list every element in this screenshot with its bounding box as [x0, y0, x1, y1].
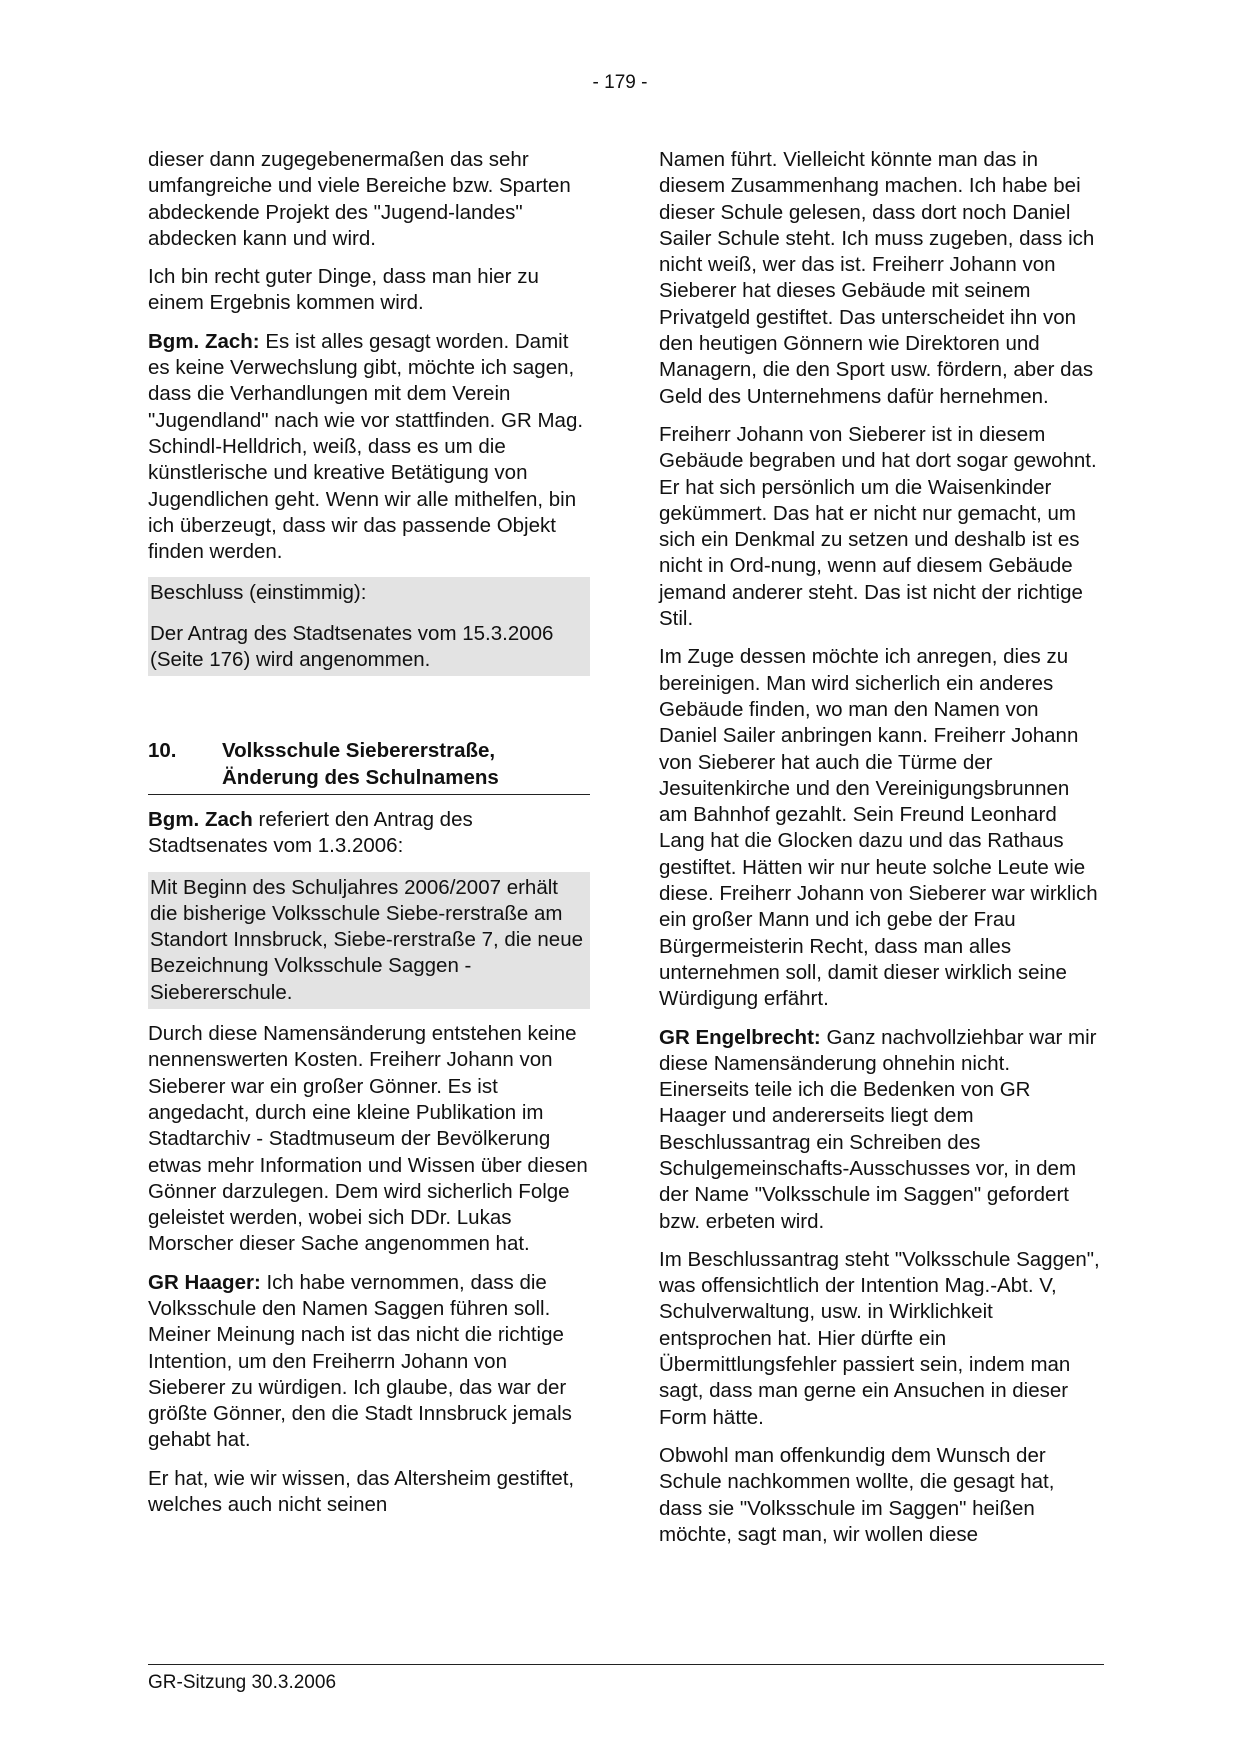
resolution-title: Beschluss (einstimmig):: [148, 577, 590, 613]
section-number: 10.: [148, 739, 177, 763]
speech-paragraph: [148, 807, 590, 860]
speaker-name: GR Engelbrecht:: [659, 1025, 821, 1049]
paragraph: Namen führt. Vielleicht könnte man das in diesem Zusammenhang machen. Ich habe bei dieser Schule gelesen, dass dort noch Daniel Sailer Schule steht. Ich muss zugeben, dass ich nicht weiß, wer das ist. Freiherr Johann von Sieberer hat dieses Gebäude mit seinem Privatgeld gestiftet. Das unterscheidet ihn von den heutigen Gönnern wie Direktoren und Managern, die den Sport usw. fördern, aber das Geld des Unternehmens dafür hernehmen.: [659, 148, 1095, 408]
paragraph: Ich bin recht guter Dinge, dass man hier zu einem Ergebnis kommen wird.: [148, 265, 539, 315]
motion-text: Mit Beginn des Schuljahres 2006/2007 erhält die bisherige Volksschule Siebe-rerstraße am Standort Innsbruck, Siebe-rerstraße 7, die neue Bezeichnung Volksschule Saggen - Siebererschule.: [148, 872, 590, 1009]
footer-divider: [148, 1664, 1104, 1665]
speech-paragraph: [148, 1270, 590, 1454]
paragraph: Er hat, wie wir wissen, das Altersheim gestiftet, welches auch nicht seinen: [148, 1466, 575, 1517]
paragraph: Freiherr Johann von Sieberer ist in diesem Gebäude begraben und hat dort sogar gewohnt. Er hat sich persönlich um die Waisenkinder gekümmert. Das hat er nicht nur gemacht, um sich ein Denkmal zu setzen und deshalb ist es nicht in Ord-nung, wenn auf diesem Gebäude jemand anderer steht. Das ist nicht der richtige Stil.: [659, 422, 1097, 631]
speech-paragraph: [659, 1025, 1101, 1235]
paragraph: Im Beschlussantrag steht "Volksschule Saggen", was offensichtlich der Intention Mag.-Abt. V, Schulverwaltung, usw. in Wirklichkeit entsprochen hat. Hier dürfte ein Übermittlungsfehler passiert sein, indem man sagt, dass man gerne ein Ansuchen in dieser Form hätte.: [659, 1247, 1100, 1429]
speech-text: referiert den Antrag des Stadtsenates vom 1.3.2006:: [148, 807, 473, 858]
resolution-text: Der Antrag des Stadtsenates vom 15.3.2006 (Seite 176) wird angenommen.: [148, 614, 590, 677]
section-title: Volksschule Siebererstraße, Änderung des Schulnamens: [222, 739, 499, 789]
speech-text: Es ist alles gesagt worden. Damit es keine Verwechslung gibt, möchte ich sagen, dass die Verhandlungen mit dem Verein "Jugendland" nach wie vor stattfinden. GR Mag. Schindl-Helldrich, weiß, dass es um die künstlerische und kreative Betätigung von Jugendlichen geht. Wenn wir alle mithelfen, bin ich überzeugt, dass wir das passende Objekt finden werden.: [148, 329, 584, 564]
left-column: [148, 147, 590, 1530]
speaker-name: Bgm. Zach: [148, 807, 253, 831]
footer-text: GR-Sitzung 30.3.2006: [148, 1672, 337, 1693]
speech-text: Ich habe vernommen, dass die Volksschule den Namen Saggen führen soll. Meiner Meinung nach ist das nicht die richtige Intention, um den Freiherrn Johann von Sieberer zu würdigen. Ich glaube, das war der größte Gönner, den die Stadt Innsbruck jemals gehabt hat.: [148, 1270, 572, 1452]
speech-paragraph: [148, 329, 590, 566]
paragraph: Obwohl man offenkundig dem Wunsch der Schule nachkommen wollte, die gesagt hat, dass sie "Volksschule im Saggen" heißen möchte, sagt man, wir wollen diese: [659, 1443, 1055, 1546]
page-number: - 179 -: [592, 72, 648, 93]
paragraph: dieser dann zugegebenermaßen das sehr umfangreiche und viele Bereiche bzw. Sparten abdeckende Projekt des "Jugend-landes" abdecken kann und wird.: [148, 148, 571, 250]
paragraph: Durch diese Namensänderung entstehen keine nennenswerten Kosten. Freiherr Johann von Sieberer war ein großer Gönner. Es ist angedacht, durch eine kleine Publikation im Stadtarchiv - Stadtmuseum der Bevölkerung etwas mehr Information und Wissen über diesen Gönner darzulegen. Dem wird sicherlich Folge geleistet werden, wobei sich DDr. Lukas Morscher dieser Sache angenommen hat.: [148, 1022, 588, 1256]
right-column: [659, 147, 1101, 1560]
section-heading: [148, 738, 590, 795]
resolution-box: [148, 577, 590, 676]
paragraph: Im Zuge dessen möchte ich anregen, dies zu bereinigen. Man wird sicherlich ein anderes Gebäude finden, wo man den Namen von Daniel Sailer anbringen kann. Freiherr Johann von Sieberer hat auch die Türme der Jesuitenkirche und den Vereinigungsbrunnen am Bahnhof gezahlt. Sein Freund Leonhard Lang hat die Glocken dazu und das Rathaus gestiftet. Hätten wir nur heute solche Leute wie diese. Freiherr Johann von Sieberer war wirklich ein großer Mann und ich gebe der Frau Bürgermeisterin Recht, dass man alles unternehmen soll, damit dieser wirklich seine Würdigung erfährt.: [659, 645, 1098, 1011]
speech-text: Ganz nachvollziehbar war mir diese Namensänderung ohnehin nicht. Einerseits teile ich die Bedenken von GR Haager und andererseits liegt dem Beschlussantrag ein Schreiben des Schulgemeinschafts-Ausschusses vor, in dem der Name "Volksschule im Saggen" gefordert bzw. erbeten wird.: [659, 1025, 1097, 1233]
speaker-name: Bgm. Zach:: [148, 329, 260, 353]
speaker-name: GR Haager:: [148, 1270, 261, 1294]
